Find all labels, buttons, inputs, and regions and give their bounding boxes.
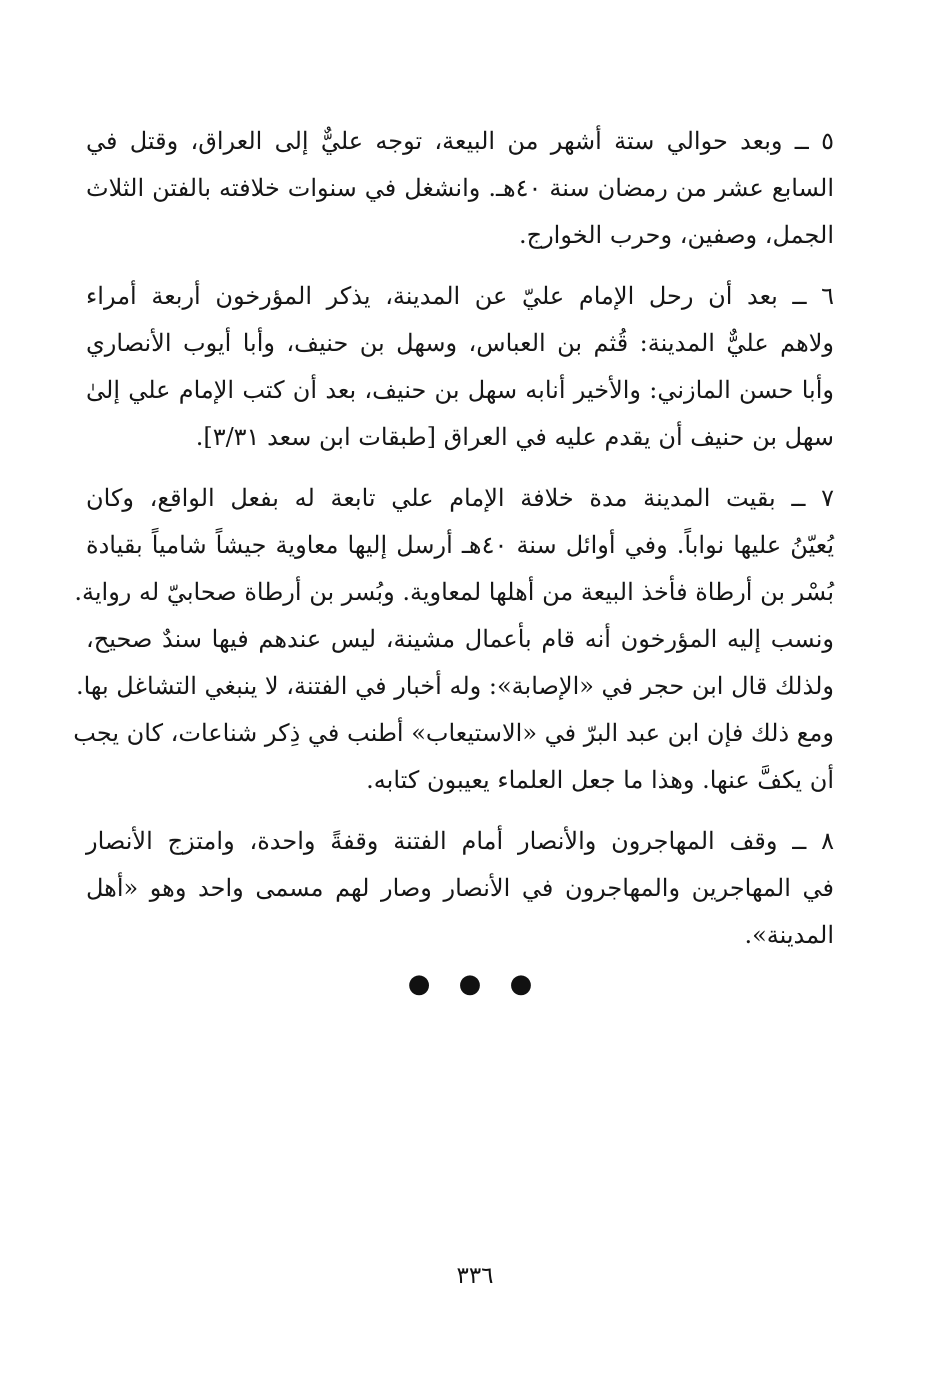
text-line: أن يكفَّ عنها. وهذا ما جعل العلماء يعيبون كتابه. (366, 766, 834, 794)
text-line: وأبا حسن المازني: والأخير أنابه سهل بن حنيف، بعد أن كتب الإمام علي إلىٰ (86, 376, 834, 404)
text-line: السابع عشر من رمضان سنة ٤٠هـ. وانشغل في سنوات خلافته بالفتن الثلاث (86, 174, 835, 202)
text-line: الجمل، وصفين، وحرب الخوارج. (518, 221, 834, 249)
text-line: ومع ذلك فإن ابن عبد البرّ في «الاستيعاب» أطنب في ذِكر شناعات، كان يجب (73, 719, 834, 747)
text-line: ٦ ــ بعد أن رحل الإمام عليّ عن المدينة، يذكر المؤرخون أربعة أمراء (86, 282, 834, 310)
text-line: سهل بن حنيف أن يقدم عليه في العراق [طبقات ابن سعد ٣/٣١]. (195, 423, 834, 451)
text-line: ٧ ــ بقيت المدينة مدة خلافة الإمام علي تابعة له بفعل الواقع، وكان (86, 484, 834, 512)
paragraph-8 (86, 818, 834, 959)
page-number: ٣٣٦ (456, 1263, 494, 1289)
text-line: ولذلك قال ابن حجر في «الإصابة»: وله أخبار في الفتنة، لا ينبغي التشاغل بها. (75, 672, 834, 700)
text-line: يُعيّنُ عليها نواباً. وفي أوائل سنة ٤٠هـ أرسل إليها معاوية جيشاً شامياً بقيادة (86, 531, 834, 559)
text-line: ونسب إليه المؤرخون أنه قام بأعمال مشينة، ليس عندهم فيها سندٌ صحيح، (86, 625, 834, 653)
text-line: في المهاجرين والمهاجرون في الأنصار وصار لهم مسمى واحد وهو «أهل (86, 874, 834, 902)
text-line: بُسْر بن أرطاة فأخذ البيعة من أهلها لمعاوية. وبُسر بن أرطاة صحابيّ له رواية. (74, 578, 834, 606)
text-line: ٥ ــ وبعد حوالي ستة أشهر من البيعة، توجه عليٌّ إلى العراق، وقتل في (86, 127, 834, 155)
section-separator: ● ● ● (407, 969, 543, 999)
paragraph-6 (86, 273, 834, 461)
paragraph-7 (73, 475, 834, 804)
text-line: ولاهم عليٌّ المدينة: قُثم بن العباس، وسهل بن حنيف، وأبا أيوب الأنصاري (86, 329, 834, 357)
text-line: المدينة». (744, 921, 834, 949)
page-body (73, 118, 835, 973)
paragraph-5 (86, 118, 834, 259)
text-line: ٨ ــ وقف المهاجرون والأنصار أمام الفتنة وقفةً واحدة، وامتزج الأنصار (86, 827, 834, 855)
